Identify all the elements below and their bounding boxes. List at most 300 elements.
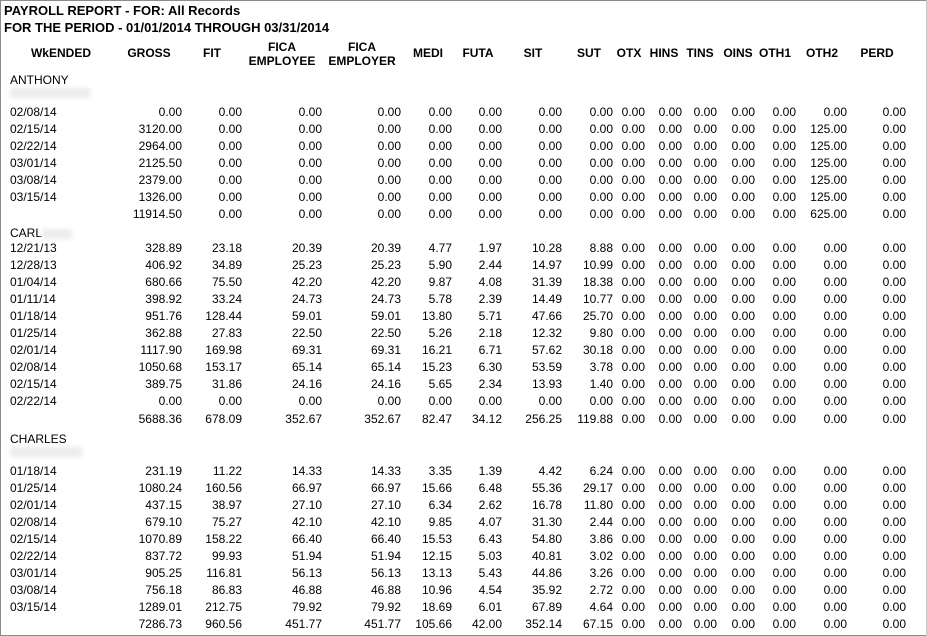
cell-oins: 0.00: [731, 258, 755, 273]
cell-futa: 2.39: [478, 292, 502, 307]
cell-fica_emp: 352.67: [285, 411, 322, 426]
cell-gross: 437.15: [145, 498, 182, 513]
cell-hins: 0.00: [658, 498, 682, 513]
cell-fica_er: 46.88: [370, 583, 401, 598]
cell-fit: 128.44: [205, 309, 242, 324]
cell-futa: 6.43: [478, 532, 502, 547]
table-row: [0, 565, 927, 582]
cell-perd: 0.00: [882, 241, 906, 255]
cell-perd: 0.00: [882, 464, 906, 478]
cell-fica_er: 25.23: [370, 258, 401, 273]
cell-tins: 0.00: [693, 464, 717, 478]
cell-oins: 0.00: [731, 207, 755, 222]
cell-gross: 1326.00: [138, 190, 182, 205]
cell-medi: 9.87: [428, 275, 452, 290]
table-row: [0, 582, 927, 599]
column-header-sit: SIT: [523, 46, 543, 60]
cell-fica_emp: 0.00: [298, 207, 322, 222]
cell-sut: 0.00: [589, 394, 613, 409]
cell-sut: 18.38: [582, 275, 613, 290]
cell-perd: 0.00: [882, 309, 906, 324]
cell-fica_emp: 22.50: [291, 326, 322, 341]
table-row: [0, 257, 927, 274]
cell-tins: 0.00: [693, 190, 717, 205]
cell-fit: 960.56: [205, 617, 242, 632]
cell-sut: 0.00: [589, 122, 613, 137]
cell-gross: 1289.01: [138, 600, 182, 615]
cell-sit: 31.30: [531, 515, 562, 530]
cell-perd: 0.00: [882, 600, 906, 615]
cell-sut: 3.86: [589, 532, 613, 547]
cell-futa: 0.00: [478, 156, 502, 171]
cell-wkended: 02/15/14: [10, 532, 57, 547]
cell-futa: 0.00: [478, 173, 502, 188]
cell-oins: 0.00: [731, 156, 755, 171]
cell-wkended: 03/15/14: [10, 190, 57, 205]
cell-oth2: 0.00: [823, 600, 847, 615]
cell-sut: 11.80: [583, 498, 613, 513]
cell-oth1: 0.00: [772, 122, 796, 137]
cell-oth1: 0.00: [772, 394, 796, 409]
cell-fica_er: 24.73: [370, 292, 401, 307]
cell-tins: 0.00: [693, 139, 717, 154]
cell-futa: 0.00: [478, 122, 502, 137]
cell-wkended: 02/08/14: [10, 105, 57, 119]
cell-gross: 905.25: [145, 566, 182, 581]
cell-tins: 0.00: [693, 481, 717, 496]
cell-perd: 0.00: [882, 122, 906, 137]
column-header-otx: OTX: [616, 46, 642, 60]
cell-perd: 0.00: [882, 394, 906, 409]
cell-otx: 0.00: [621, 377, 645, 392]
cell-sit: 4.42: [538, 464, 562, 478]
cell-oth1: 0.00: [772, 411, 796, 426]
cell-sit: 256.25: [525, 411, 562, 426]
table-row: [0, 599, 927, 616]
cell-sut: 0.00: [589, 173, 613, 188]
cell-wkended: 12/21/13: [10, 241, 57, 255]
cell-fica_er: 0.00: [377, 105, 401, 119]
cell-sit: 14.97: [531, 258, 562, 273]
cell-sut: 119.88: [577, 411, 613, 426]
cell-gross: 1117.90: [140, 343, 182, 358]
cell-perd: 0.00: [882, 343, 906, 358]
cell-futa: 5.03: [478, 549, 502, 564]
cell-perd: 0.00: [882, 258, 906, 273]
cell-oth1: 0.00: [772, 360, 796, 375]
cell-otx: 0.00: [621, 583, 645, 598]
table-row: [0, 514, 927, 531]
cell-otx: 0.00: [621, 105, 645, 119]
cell-hins: 0.00: [658, 275, 682, 290]
cell-fica_er: 0.00: [377, 156, 401, 171]
cell-tins: 0.00: [693, 105, 717, 119]
column-header-oth1: OTH1: [758, 46, 791, 60]
table-row: [0, 480, 927, 497]
employee-name: [10, 226, 42, 240]
cell-oth1: 0.00: [772, 241, 796, 255]
cell-oth2: 0.00: [823, 481, 847, 496]
cell-gross: 7286.73: [138, 617, 182, 632]
cell-fica_emp: 20.39: [291, 241, 322, 255]
cell-fica_er: 79.92: [370, 600, 401, 615]
cell-fit: 0.00: [218, 394, 242, 409]
cell-wkended: 02/15/14: [10, 377, 57, 392]
cell-medi: 0.00: [428, 122, 452, 137]
cell-tins: 0.00: [693, 411, 717, 426]
cell-sut: 0.00: [589, 105, 613, 119]
table-row: [0, 308, 927, 325]
cell-otx: 0.00: [621, 173, 645, 188]
cell-oins: 0.00: [731, 481, 755, 496]
cell-medi: 0.00: [428, 394, 452, 409]
cell-fica_emp: 66.97: [291, 481, 322, 496]
cell-futa: 2.62: [478, 498, 502, 513]
cell-oins: 0.00: [731, 139, 755, 154]
cell-hins: 0.00: [658, 566, 682, 581]
redacted-surname: [10, 447, 82, 457]
cell-futa: 1.39: [478, 464, 502, 478]
cell-gross: 398.92: [145, 292, 182, 307]
cell-futa: 5.71: [478, 309, 502, 324]
cell-fit: 75.27: [211, 515, 242, 530]
cell-tins: 0.00: [693, 343, 717, 358]
cell-wkended: 02/01/14: [10, 498, 57, 513]
cell-perd: 0.00: [882, 156, 906, 171]
cell-oth1: 0.00: [772, 309, 796, 324]
cell-futa: 0.00: [478, 207, 502, 222]
cell-otx: 0.00: [621, 566, 645, 581]
cell-oins: 0.00: [731, 515, 755, 530]
table-row: [0, 274, 927, 291]
cell-fica_er: 27.10: [370, 498, 401, 513]
employee-name-text: ANTHONY: [10, 73, 69, 87]
cell-wkended: 01/18/14: [10, 309, 57, 324]
cell-tins: 0.00: [693, 549, 717, 564]
cell-sit: 0.00: [538, 394, 562, 409]
cell-sut: 10.99: [582, 258, 613, 273]
column-header-futa: FUTA: [462, 46, 494, 60]
cell-fica_er: 42.20: [370, 275, 401, 290]
table-row: [0, 342, 927, 359]
cell-oth1: 0.00: [772, 377, 796, 392]
cell-oth1: 0.00: [772, 600, 796, 615]
cell-futa: 6.01: [478, 600, 502, 615]
cell-sit: 0.00: [538, 207, 562, 222]
cell-oth1: 0.00: [772, 326, 796, 341]
cell-fica_emp: 46.88: [291, 583, 322, 598]
column-header-oth2: OTH2: [805, 46, 838, 60]
cell-oins: 0.00: [731, 122, 755, 137]
cell-gross: 680.66: [145, 275, 182, 290]
cell-perd: 0.00: [882, 292, 906, 307]
cell-sut: 3.26: [589, 566, 613, 581]
cell-oins: 0.00: [731, 343, 755, 358]
cell-perd: 0.00: [882, 173, 906, 188]
cell-futa: 2.44: [478, 258, 502, 273]
cell-fit: 0.00: [218, 105, 242, 119]
cell-sit: 0.00: [538, 173, 562, 188]
cell-medi: 82.47: [421, 411, 452, 426]
cell-tins: 0.00: [693, 275, 717, 290]
cell-oth1: 0.00: [772, 566, 796, 581]
cell-oth2: 0.00: [823, 241, 847, 255]
cell-sut: 8.88: [589, 241, 613, 255]
cell-gross: 0.00: [158, 394, 182, 409]
cell-fica_er: 0.00: [377, 139, 401, 154]
cell-fica_er: 69.31: [370, 343, 401, 358]
cell-hins: 0.00: [658, 105, 682, 119]
cell-hins: 0.00: [658, 377, 682, 392]
cell-futa: 4.08: [478, 275, 502, 290]
cell-gross: 406.92: [145, 258, 182, 273]
cell-wkended: 03/15/14: [10, 600, 57, 615]
cell-fica_emp: 65.14: [291, 360, 322, 375]
cell-oins: 0.00: [731, 532, 755, 547]
cell-fica_er: 451.77: [364, 617, 401, 632]
cell-fica_er: 24.16: [370, 377, 401, 392]
column-header-fica_emp: FICA EMPLOYEE: [248, 40, 316, 68]
cell-oins: 0.00: [731, 617, 755, 632]
cell-oth1: 0.00: [772, 515, 796, 530]
cell-sit: 0.00: [538, 156, 562, 171]
cell-oth2: 0.00: [823, 411, 847, 426]
cell-sit: 53.59: [531, 360, 562, 375]
cell-oins: 0.00: [731, 377, 755, 392]
employee-name-text: CARL: [10, 226, 43, 240]
cell-fit: 212.75: [205, 600, 242, 615]
cell-sut: 25.70: [582, 309, 613, 324]
cell-perd: 0.00: [882, 411, 906, 426]
cell-fica_emp: 24.73: [291, 292, 322, 307]
cell-sut: 2.44: [589, 515, 613, 530]
cell-sit: 0.00: [538, 122, 562, 137]
cell-futa: 0.00: [478, 139, 502, 154]
column-header-oins: OINS: [723, 46, 753, 60]
cell-futa: 34.12: [471, 411, 502, 426]
cell-tins: 0.00: [693, 566, 717, 581]
cell-hins: 0.00: [658, 241, 682, 255]
redacted-surname: [10, 88, 90, 98]
cell-gross: 2964.00: [138, 139, 182, 154]
cell-perd: 0.00: [882, 498, 906, 513]
cell-hins: 0.00: [658, 600, 682, 615]
column-header-wkended: WkENDED: [30, 46, 91, 60]
cell-tins: 0.00: [693, 173, 717, 188]
cell-medi: 0.00: [428, 190, 452, 205]
cell-oth2: 0.00: [823, 258, 847, 273]
cell-hins: 0.00: [658, 549, 682, 564]
column-header-perd: PERD: [860, 46, 894, 60]
table-row: [0, 548, 927, 565]
cell-tins: 0.00: [693, 326, 717, 341]
table-row: [0, 104, 927, 121]
cell-oth2: 0.00: [823, 464, 847, 478]
cell-otx: 0.00: [621, 343, 645, 358]
cell-sut: 3.02: [589, 549, 613, 564]
cell-fica_er: 42.10: [370, 515, 401, 530]
cell-fit: 160.56: [205, 481, 242, 496]
cell-tins: 0.00: [693, 515, 717, 530]
cell-sut: 2.72: [589, 583, 613, 598]
cell-oth1: 0.00: [772, 258, 796, 273]
cell-wkended: 02/15/14: [10, 122, 57, 137]
table-row: [0, 393, 927, 410]
cell-fit: 0.00: [218, 190, 242, 205]
cell-hins: 0.00: [658, 156, 682, 171]
cell-medi: 18.69: [421, 600, 452, 615]
cell-sit: 0.00: [538, 105, 562, 119]
cell-oins: 0.00: [731, 292, 755, 307]
cell-fica_er: 51.94: [370, 549, 401, 564]
cell-sit: 16.78: [531, 498, 562, 513]
cell-fica_er: 0.00: [377, 173, 401, 188]
cell-gross: 328.89: [145, 241, 182, 255]
cell-otx: 0.00: [621, 139, 645, 154]
cell-fit: 153.17: [205, 360, 242, 375]
cell-oth2: 0.00: [823, 617, 847, 632]
cell-otx: 0.00: [621, 207, 645, 222]
cell-fica_emp: 0.00: [298, 173, 322, 188]
table-row: [0, 240, 927, 257]
cell-wkended: 02/22/14: [10, 394, 57, 409]
cell-oth2: 125.00: [810, 156, 847, 171]
cell-fit: 31.86: [211, 377, 242, 392]
cell-sut: 0.00: [589, 156, 613, 171]
column-header-sut: SUT: [577, 46, 601, 60]
cell-otx: 0.00: [621, 360, 645, 375]
cell-oins: 0.00: [731, 326, 755, 341]
cell-fica_emp: 0.00: [298, 156, 322, 171]
cell-fica_emp: 59.01: [291, 309, 322, 324]
cell-hins: 0.00: [658, 258, 682, 273]
cell-oins: 0.00: [731, 241, 755, 255]
cell-otx: 0.00: [621, 481, 645, 496]
cell-otx: 0.00: [621, 275, 645, 290]
cell-wkended: 03/01/14: [10, 156, 57, 171]
cell-oins: 0.00: [731, 600, 755, 615]
cell-sut: 0.00: [589, 190, 613, 205]
cell-futa: 6.48: [478, 481, 502, 496]
cell-fit: 75.50: [211, 275, 242, 290]
cell-oth1: 0.00: [772, 207, 796, 222]
column-header-tins: TINS: [686, 46, 714, 60]
cell-oth1: 0.00: [772, 105, 796, 119]
table-row: [0, 138, 927, 155]
cell-tins: 0.00: [693, 207, 717, 222]
cell-medi: 5.90: [428, 258, 452, 273]
cell-otx: 0.00: [621, 190, 645, 205]
cell-wkended: 02/08/14: [10, 360, 57, 375]
table-row: [0, 155, 927, 172]
cell-oth1: 0.00: [772, 583, 796, 598]
cell-tins: 0.00: [693, 394, 717, 409]
cell-fica_er: 65.14: [370, 360, 401, 375]
cell-tins: 0.00: [693, 498, 717, 513]
cell-wkended: 02/01/14: [10, 343, 57, 358]
cell-fica_emp: 25.23: [291, 258, 322, 273]
cell-medi: 0.00: [428, 173, 452, 188]
cell-oth1: 0.00: [772, 275, 796, 290]
cell-oth2: 625.00: [810, 207, 847, 222]
cell-hins: 0.00: [658, 190, 682, 205]
cell-hins: 0.00: [658, 343, 682, 358]
cell-oth2: 0.00: [823, 549, 847, 564]
cell-oins: 0.00: [731, 464, 755, 478]
cell-hins: 0.00: [658, 481, 682, 496]
cell-oth1: 0.00: [772, 532, 796, 547]
cell-sut: 30.18: [582, 343, 613, 358]
cell-sit: 44.86: [531, 566, 562, 581]
cell-sit: 10.28: [531, 241, 562, 255]
cell-futa: 0.00: [478, 105, 502, 119]
cell-fica_emp: 0.00: [298, 122, 322, 137]
cell-hins: 0.00: [658, 360, 682, 375]
cell-oth2: 0.00: [823, 105, 847, 119]
cell-wkended: 02/22/14: [10, 139, 57, 154]
cell-perd: 0.00: [882, 583, 906, 598]
cell-oth1: 0.00: [772, 156, 796, 171]
cell-sit: 35.92: [531, 583, 562, 598]
cell-medi: 5.26: [428, 326, 452, 341]
cell-fit: 158.22: [205, 532, 242, 547]
cell-fit: 38.97: [211, 498, 242, 513]
cell-hins: 0.00: [658, 464, 682, 478]
cell-fica_emp: 51.94: [291, 549, 322, 564]
cell-oth2: 0.00: [823, 532, 847, 547]
cell-perd: 0.00: [882, 617, 906, 632]
column-header-row: [0, 40, 927, 70]
cell-medi: 9.85: [428, 515, 452, 530]
cell-sit: 47.66: [531, 309, 562, 324]
cell-medi: 0.00: [428, 207, 452, 222]
cell-fica_emp: 0.00: [298, 105, 322, 119]
cell-oth2: 0.00: [823, 275, 847, 290]
cell-gross: 756.18: [145, 583, 182, 598]
cell-oins: 0.00: [731, 411, 755, 426]
table-row: [0, 172, 927, 189]
cell-tins: 0.00: [693, 241, 717, 255]
cell-fica_er: 0.00: [377, 207, 401, 222]
cell-perd: 0.00: [882, 481, 906, 496]
cell-oth1: 0.00: [772, 173, 796, 188]
cell-hins: 0.00: [658, 292, 682, 307]
cell-fica_emp: 66.40: [291, 532, 322, 547]
cell-oins: 0.00: [731, 105, 755, 119]
cell-futa: 0.00: [478, 190, 502, 205]
total-row: [0, 411, 927, 428]
column-header-hins: HINS: [649, 46, 679, 60]
cell-oth2: 0.00: [823, 343, 847, 358]
cell-fit: 678.09: [205, 411, 242, 426]
cell-oth2: 0.00: [823, 566, 847, 581]
cell-oins: 0.00: [731, 498, 755, 513]
cell-otx: 0.00: [621, 122, 645, 137]
cell-futa: 4.07: [478, 515, 502, 530]
cell-otx: 0.00: [621, 532, 645, 547]
report-period: FOR THE PERIOD - 01/01/2014 THROUGH 03/31/2014: [4, 20, 330, 35]
cell-fica_emp: 69.31: [291, 343, 322, 358]
cell-fit: 0.00: [218, 173, 242, 188]
cell-sit: 55.36: [531, 481, 562, 496]
cell-medi: 4.77: [428, 241, 452, 255]
cell-oth1: 0.00: [772, 292, 796, 307]
cell-fica_emp: 27.10: [291, 498, 322, 513]
cell-gross: 679.10: [145, 515, 182, 530]
cell-perd: 0.00: [882, 105, 906, 119]
table-row: [0, 376, 927, 393]
cell-fica_emp: 79.92: [291, 600, 322, 615]
